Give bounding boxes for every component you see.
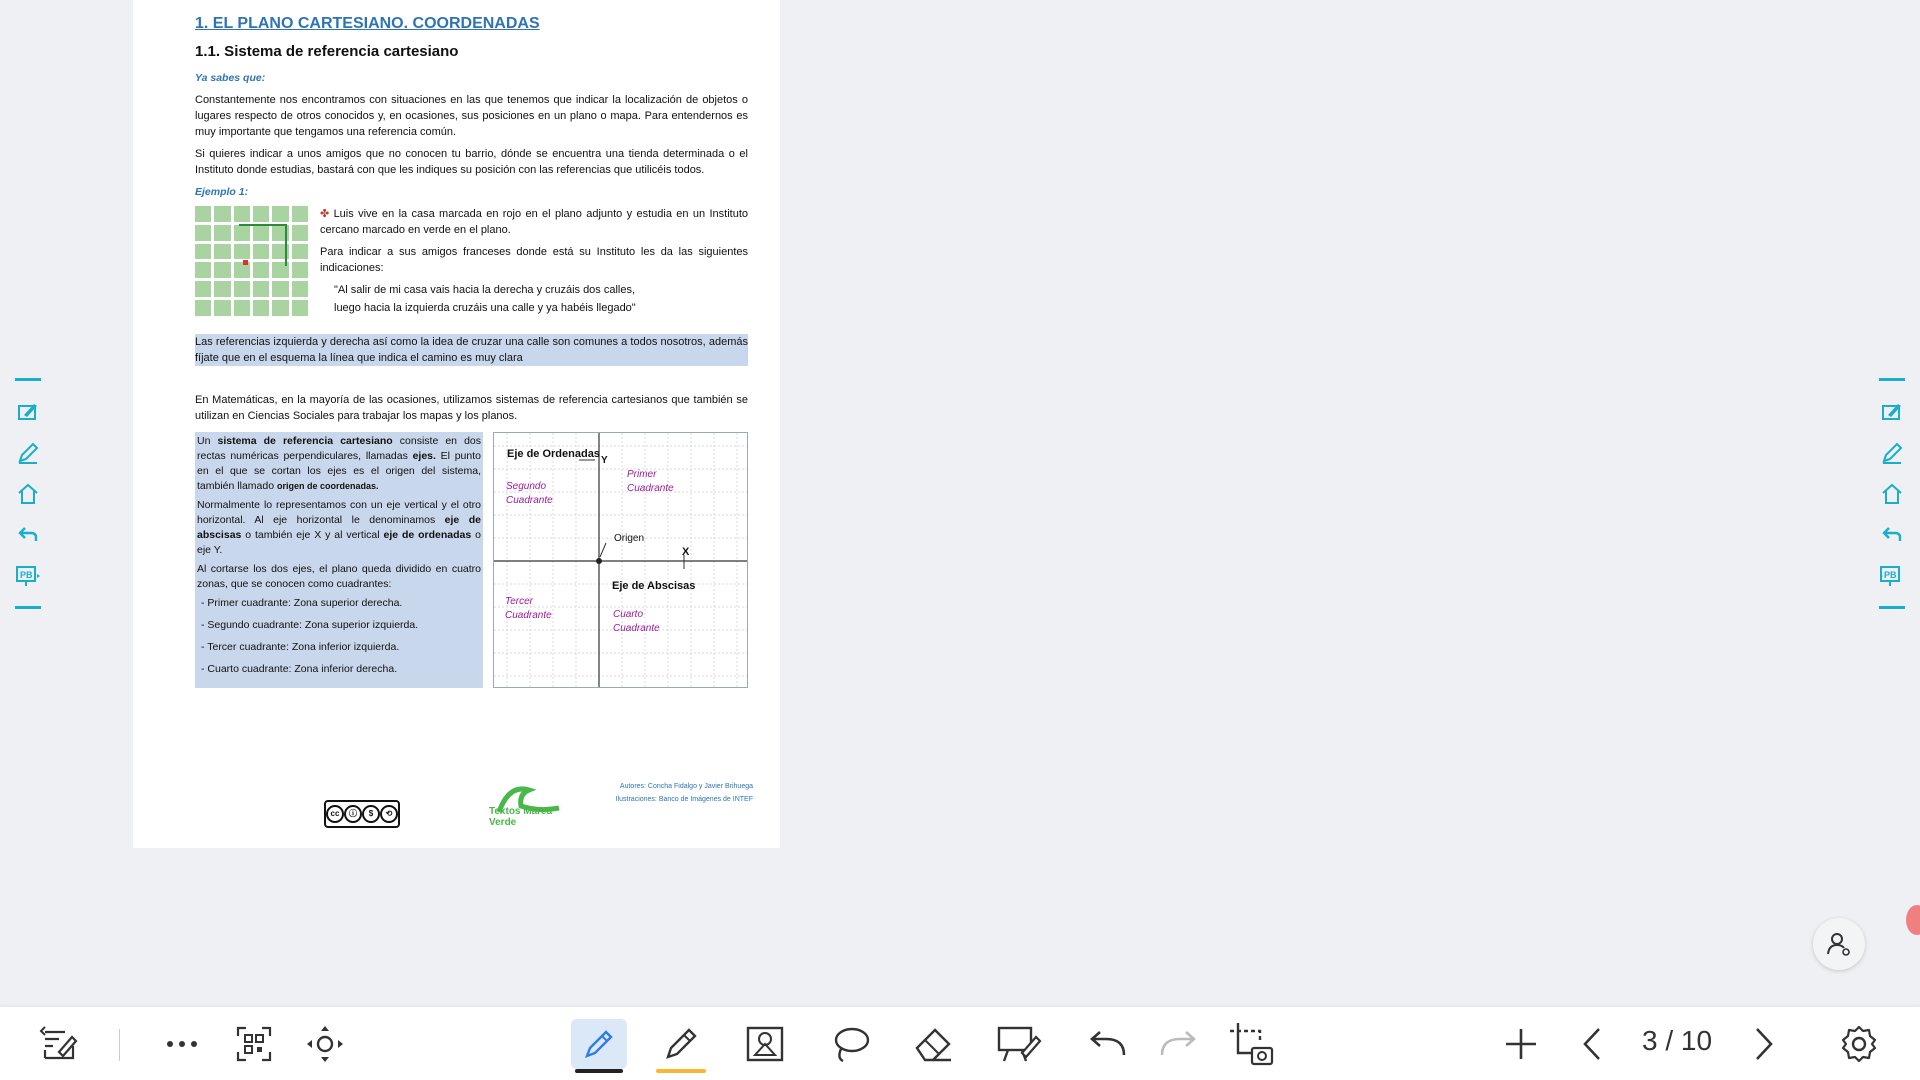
annotate-icon[interactable]	[1876, 391, 1908, 432]
document-content	[195, 12, 748, 688]
q3-label-b: Cuadrante	[505, 610, 552, 621]
highlight-paragraph: Las referencias izquierda y derecha así como la idea de cruzar una calle son comunes a todos nosotros, además fíjate que en el esquema la línea que indica el camino es muy clara	[195, 336, 748, 364]
pen-icon	[582, 1027, 616, 1061]
definition-paragraph: Un sistema de referencia cartesiano consiste en dos rectas numéricas perpendiculares, llamadas ejes. El punto en el que se cortan los ejes es el origen del sistema, también llamado origen de coordenadas.	[197, 435, 481, 492]
document-page	[133, 0, 780, 848]
svg-text:PB: PB	[1884, 569, 1897, 580]
drag-handle-bottom[interactable]	[15, 606, 41, 609]
page-footer	[133, 770, 780, 830]
pen-color-indicator	[575, 1069, 623, 1073]
notes-menu-icon	[39, 1024, 79, 1064]
shape-button[interactable]	[740, 1019, 790, 1069]
cartesian-plane-figure	[493, 432, 748, 688]
menu-button[interactable]	[34, 1019, 84, 1069]
plus-icon	[1503, 1026, 1539, 1062]
example-label: Ejemplo 1:	[195, 186, 249, 198]
origen-label: Origen	[614, 533, 645, 544]
highlighter-color-indicator	[656, 1069, 706, 1073]
paragraph-3: En Matemáticas, en la mayoría de las ocasiones, utilizamos sistemas de referencia cartesianos que también se utilizan en Ciencias Sociales para trabajar los mapas y los planos.	[195, 394, 748, 422]
definition-row	[195, 432, 748, 688]
pen-tool-button[interactable]	[571, 1019, 627, 1069]
chevron-right-icon	[1753, 1026, 1775, 1062]
chapter-heading: 1. EL PLANO CARTESIANO. COORDENADAS	[195, 15, 540, 32]
q2-label-a: Segundo	[506, 481, 547, 492]
cartesian-plane-svg	[494, 433, 747, 687]
move-icon	[305, 1024, 345, 1064]
user-icon	[1825, 930, 1853, 958]
more-button[interactable]	[157, 1019, 207, 1069]
lasso-button[interactable]	[826, 1019, 876, 1069]
whiteboard-pen-icon	[996, 1023, 1042, 1065]
example-text-1: ✤ Luis vive en la casa marcada en rojo en el plano adjunto y estudia en un Instituto cercano marcado en verde en el plano.	[320, 208, 748, 236]
axes-paragraph: Normalmente lo representamos con un eje vertical y el otro horizontal. Al eje horizontal le denominamos eje de abscisas o también eje X y al vertical eje de ordenadas o eje Y.	[197, 499, 481, 556]
qr-scan-icon	[235, 1025, 273, 1063]
redo-button[interactable]	[1153, 1019, 1203, 1069]
right-side-toolbar	[1876, 378, 1908, 609]
section-heading: 1.1. Sistema de referencia cartesiano	[195, 43, 459, 60]
quadrants-intro: Al cortarse los dos ejes, el plano queda dividido en cuatro zonas, que se conocen como cuadrantes:	[197, 563, 481, 590]
eraser-icon	[913, 1024, 955, 1064]
paragraph-2: Si quieres indicar a unos amigos que no conocen tu barrio, dónde se encuentra una tienda determinada o el Instituto donde estudias, bastará con que les indiques su posición con las referencias que utilicéis todos.	[195, 148, 748, 176]
credits-authors: Autores: Concha Fidalgo y Javier Brihuega	[619, 783, 753, 790]
paragraph-1: Constantemente nos encontramos con situaciones en las que tenemos que indicar la localización de objetos o lugares respecto de otros conocidos y, en ocasiones, sus posiciones en un plano o mapa. Para entendernos es muy importante que tengamos una referencia común.	[195, 94, 748, 138]
lasso-icon	[831, 1024, 871, 1064]
q2-label-b: Cuadrante	[506, 495, 553, 506]
pen-icon[interactable]	[12, 432, 44, 473]
home-icon[interactable]	[12, 473, 44, 514]
credits-illustrations: Ilustraciones: Banco de Imágenes de INTEF	[615, 796, 753, 803]
drag-handle-top[interactable]	[15, 378, 41, 381]
floating-dot[interactable]	[1906, 905, 1920, 935]
ya-sabes-label: Ya sabes que:	[195, 72, 266, 84]
next-page-button[interactable]	[1739, 1019, 1789, 1069]
y-label: Y	[601, 455, 608, 466]
logo-text: Textos Marea Verde	[489, 806, 553, 828]
x-label: X	[682, 546, 690, 558]
screenshot-crop-icon	[1228, 1021, 1274, 1067]
example-block	[195, 206, 748, 324]
quote-line-2: luego hacia la izquierda cruzáis una calle y ya habéis llegado"	[334, 302, 636, 314]
left-side-toolbar	[12, 378, 44, 609]
screenshot-button[interactable]	[1226, 1019, 1276, 1069]
undo-icon	[1088, 1029, 1128, 1059]
quadrant-list	[197, 596, 481, 677]
move-button[interactable]	[300, 1019, 350, 1069]
redo-icon	[1158, 1029, 1198, 1059]
drag-handle-bottom[interactable]	[1879, 606, 1905, 609]
drag-handle-top[interactable]	[1879, 378, 1905, 381]
list-item: - Tercer cuadrante: Zona inferior izquierda.	[201, 641, 400, 653]
abscisas-label: Eje de Abscisas	[612, 580, 696, 592]
q4-label-a: Cuarto	[613, 609, 644, 620]
annotate-icon[interactable]	[12, 391, 44, 432]
pb-icon[interactable]	[12, 555, 44, 596]
credits	[573, 780, 753, 806]
undo-button[interactable]	[1083, 1019, 1133, 1069]
return-icon[interactable]	[12, 514, 44, 555]
q1-label-a: Primer	[627, 469, 657, 480]
highlighter-icon	[662, 1025, 700, 1063]
more-dots-icon	[164, 1039, 200, 1049]
qr-scan-button[interactable]	[229, 1019, 279, 1069]
pen-icon[interactable]	[1876, 432, 1908, 473]
origin-point	[596, 558, 602, 564]
pb-icon[interactable]	[1876, 555, 1908, 596]
example-text	[320, 206, 748, 316]
q3-label-a: Tercer	[505, 596, 533, 607]
user-settings-button[interactable]	[1813, 918, 1865, 970]
svg-text:PB: PB	[20, 569, 33, 580]
q1-label-b: Cuadrante	[627, 483, 674, 494]
example-text-2: Para indicar a sus amigos franceses donde está su Instituto les da las siguientes indicaciones:	[320, 246, 748, 274]
house-marker	[243, 260, 248, 265]
list-item: - Cuarto cuadrante: Zona inferior derecha.	[201, 663, 398, 675]
pin-icon: ✤	[320, 208, 334, 220]
toolbar-divider	[119, 1029, 120, 1061]
add-page-button[interactable]	[1496, 1019, 1546, 1069]
ordenadas-label: Eje de Ordenadas	[507, 448, 600, 460]
previous-page-button[interactable]	[1567, 1019, 1617, 1069]
chevron-left-icon	[1581, 1026, 1603, 1062]
list-item: - Primer cuadrante: Zona superior derecha.	[201, 597, 403, 609]
bottom-toolbar	[0, 1007, 1920, 1080]
creative-commons-badge: cc ⓘ $ ⟲	[324, 800, 400, 828]
whiteboard-button[interactable]	[994, 1019, 1044, 1069]
quote-line-1: "Al salir de mi casa vais hacia la derecha y cruzáis dos calles,	[334, 284, 636, 296]
settings-button[interactable]	[1834, 1019, 1884, 1069]
marea-verde-logo	[489, 782, 571, 828]
shape-icon	[745, 1024, 785, 1064]
highlighter-button[interactable]	[656, 1019, 706, 1069]
return-icon[interactable]	[1876, 514, 1908, 555]
home-icon[interactable]	[1876, 473, 1908, 514]
gear-icon	[1840, 1025, 1878, 1063]
eraser-button[interactable]	[909, 1019, 959, 1069]
list-item: - Segundo cuadrante: Zona superior izquierda.	[201, 619, 419, 631]
definition-box	[195, 432, 483, 688]
page-indicator[interactable]: 3 / 10	[1641, 1025, 1713, 1056]
q4-label-b: Cuadrante	[613, 623, 660, 634]
